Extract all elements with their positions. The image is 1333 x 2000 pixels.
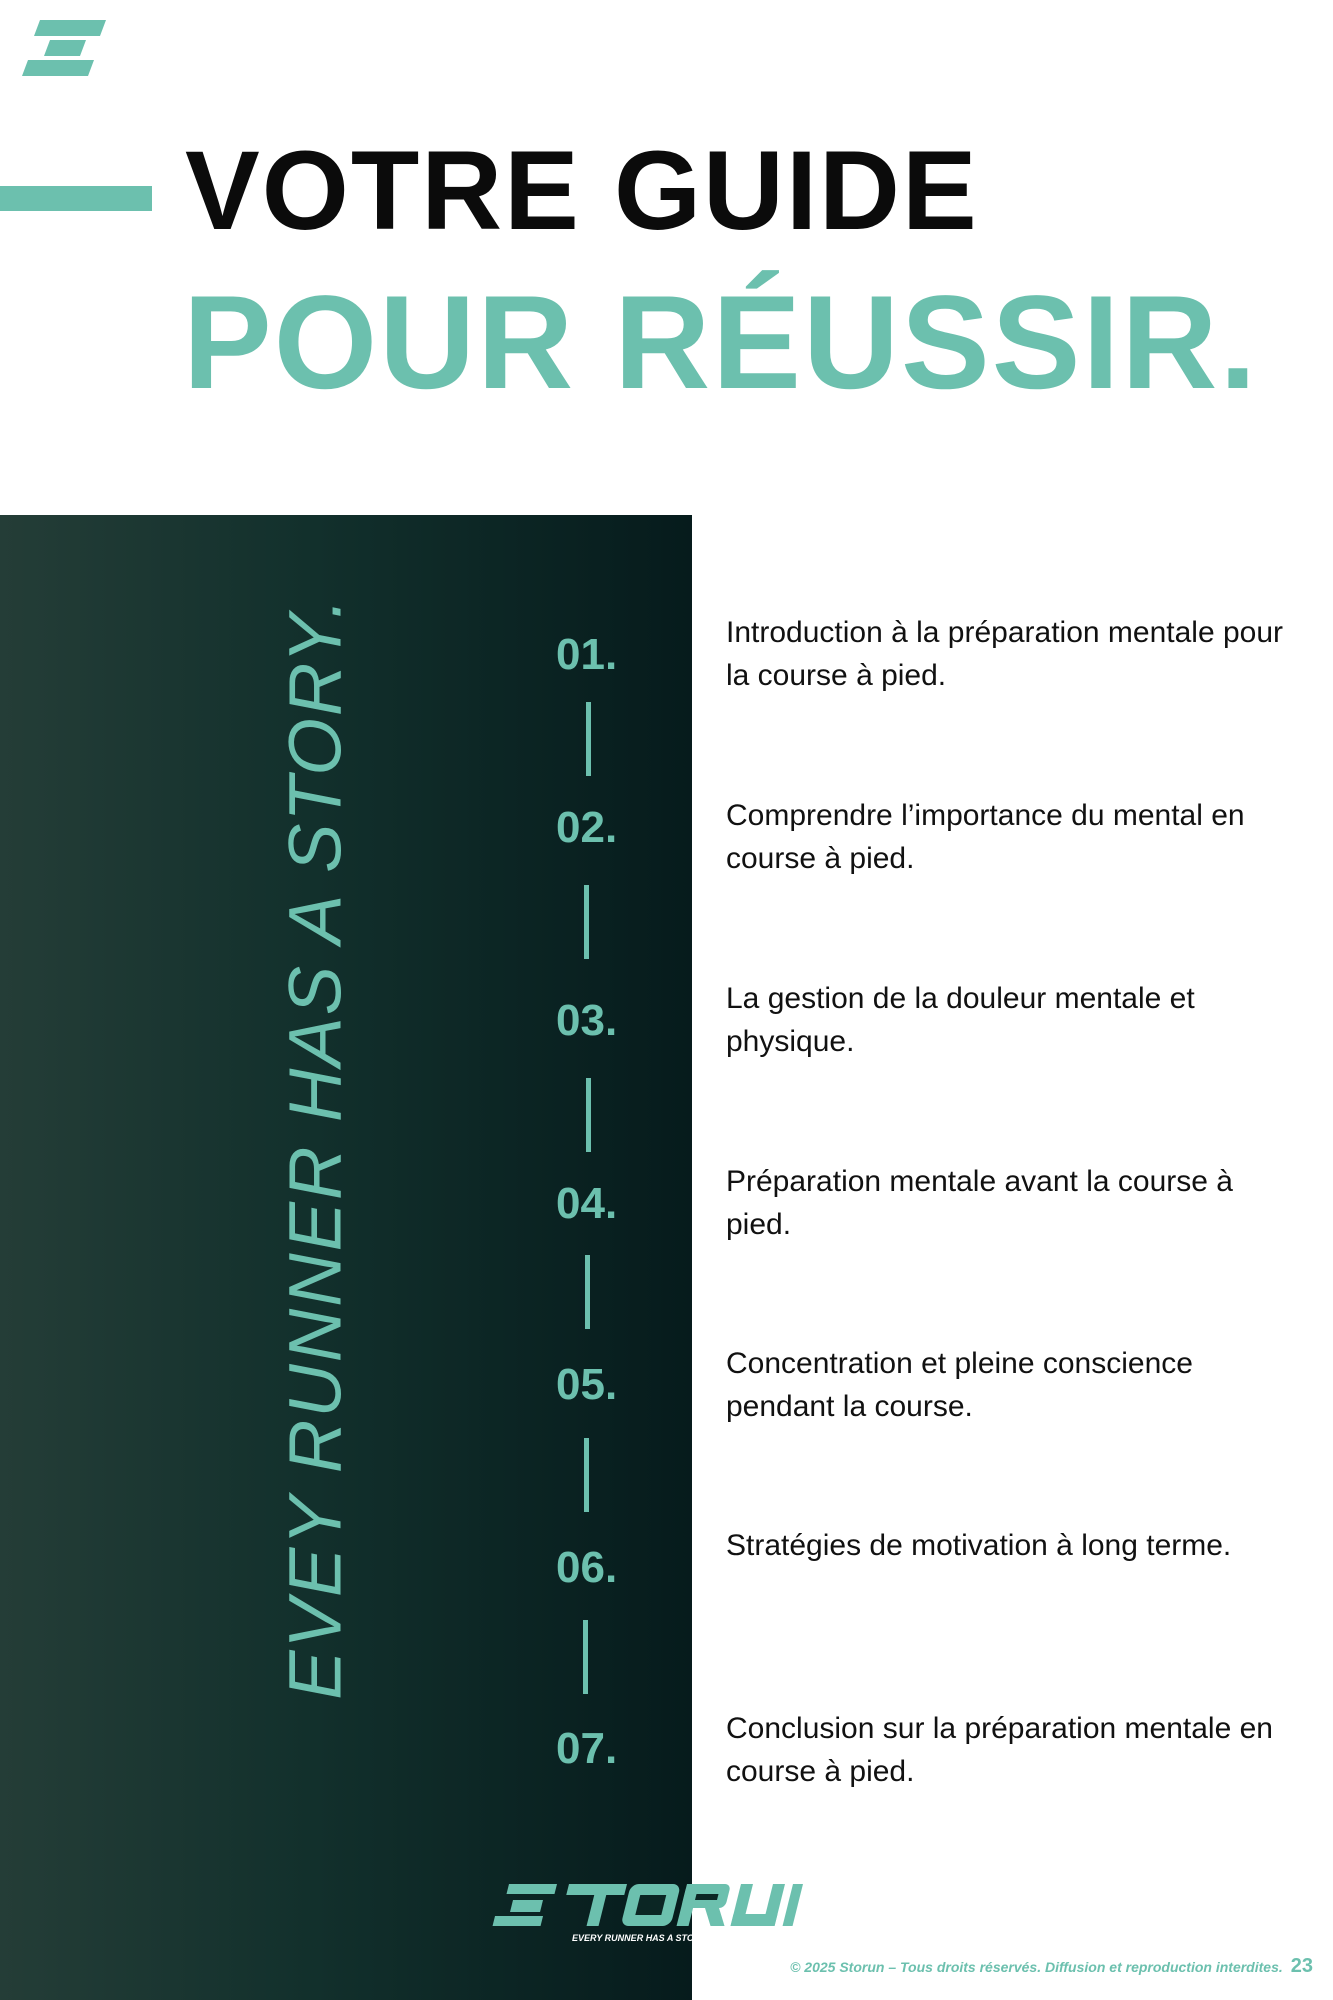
toc-item-07: Conclusion sur la préparation mentale en course à pied. [726, 1712, 1273, 1788]
toc-connector-line [586, 702, 591, 776]
toc-number-06: 06. [556, 1543, 618, 1592]
page-title-line1: VOTRE GUIDE [185, 128, 979, 253]
toc-connector-line [585, 1255, 590, 1329]
page-number: 23 [1290, 1955, 1313, 1977]
toc-connector-line [584, 1438, 589, 1512]
toc-connector-line [584, 885, 589, 959]
footer [790, 1955, 1313, 1978]
toc-number-05: 05. [556, 1360, 618, 1409]
toc-item-01: Introduction à la préparation mentale pour la course à pied. [726, 616, 1284, 692]
toc-item-05: Concentration et pleine conscience pendant la course. [726, 1347, 1193, 1423]
toc-number-07: 07. [556, 1724, 618, 1773]
toc-number-04: 04. [556, 1179, 618, 1228]
bottom-brand-tagline: EVERY RUNNER HAS A STORY [572, 1933, 707, 1943]
storun-wordmark-logo [492, 1880, 812, 1940]
toc-item-04: Préparation mentale avant la course à pied. [726, 1165, 1233, 1241]
toc-number-01: 01. [556, 630, 618, 679]
toc-connector-line [586, 1078, 591, 1152]
title-accent-bar [0, 186, 152, 211]
toc-number-03: 03. [556, 996, 618, 1045]
toc-item-03: La gestion de la douleur mentale et physique. [726, 982, 1195, 1058]
footer-copyright: © 2025 Storun – Tous droits réservés. Diffusion et reproduction interdites. [790, 1959, 1283, 1975]
storun-s-logo-icon [22, 20, 106, 76]
toc-item-06: Stratégies de motivation à long terme. [726, 1529, 1232, 1562]
toc-connector-line [583, 1620, 588, 1694]
vertical-tagline: EVEY RUNNER HAS A STORY. [273, 596, 357, 1700]
toc-number-02: 02. [556, 803, 618, 852]
toc-item-02: Comprendre l’importance du mental en course à pied. [726, 799, 1245, 875]
page-title-line2: POUR RÉUSSIR. [183, 269, 1259, 417]
